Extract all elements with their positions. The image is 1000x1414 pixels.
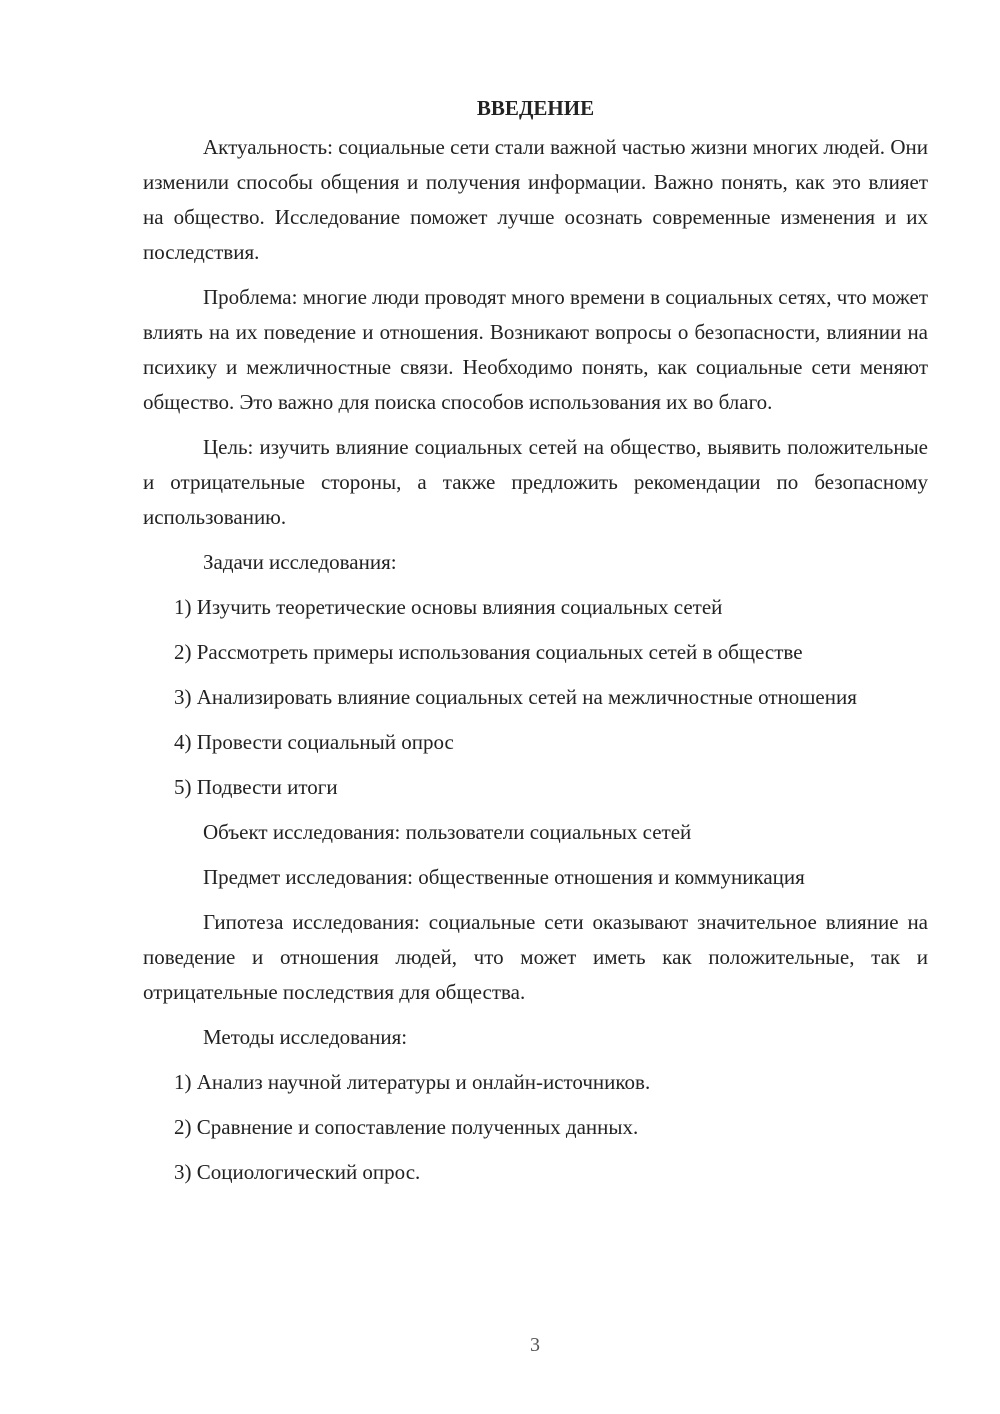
method-item-3: 3) Социологический опрос. xyxy=(174,1160,421,1184)
object-line: Объект исследования: пользователи социальных сетей xyxy=(203,820,692,844)
goal-paragraph: Цель: изучить влияние социальных сетей на общество, выявить положительные и отрицательные стороны, а также предложить рекомендации по безопасному использованию. xyxy=(143,435,928,529)
tasks-heading: Задачи исследования: xyxy=(203,550,397,574)
document-page xyxy=(143,94,928,1200)
problem-paragraph: Проблема: многие люди проводят много времени в социальных сетях, что может влиять на их поведение и отношения. Возникают вопросы о безопасности, влиянии на психику и межличностные связи. Необходимо понять, как социальные сети меняют общество. Это важно для поиска способов использования их во благо. xyxy=(143,285,928,414)
task-item-3: 3) Анализировать влияние социальных сетей на межличностные отношения xyxy=(174,685,857,709)
methods-heading: Методы исследования: xyxy=(203,1025,408,1049)
task-item-5: 5) Подвести итоги xyxy=(174,775,338,799)
section-title: ВВЕДЕНИЕ xyxy=(476,96,595,120)
hypothesis-paragraph: Гипотеза исследования: социальные сети оказывают значительное влияние на поведение и отношения людей, что может иметь как положительные, так и отрицательные последствия для общества. xyxy=(143,910,928,1004)
method-item-1: 1) Анализ научной литературы и онлайн-источников. xyxy=(174,1070,651,1094)
method-item-2: 2) Сравнение и сопоставление полученных данных. xyxy=(174,1115,639,1139)
task-item-2: 2) Рассмотреть примеры использования социальных сетей в обществе xyxy=(174,640,803,664)
page-number: 3 xyxy=(530,1334,540,1356)
subject-line: Предмет исследования: общественные отношения и коммуникация xyxy=(203,865,805,889)
task-item-4: 4) Провести социальный опрос xyxy=(174,730,454,754)
task-item-1: 1) Изучить теоретические основы влияния социальных сетей xyxy=(174,595,723,619)
actuality-paragraph: Актуальность: социальные сети стали важной частью жизни многих людей. Они изменили способы общения и получения информации. Важно понять, как это влияет на общество. Исследование поможет лучше осознать современные изменения и их последствия. xyxy=(143,135,928,264)
